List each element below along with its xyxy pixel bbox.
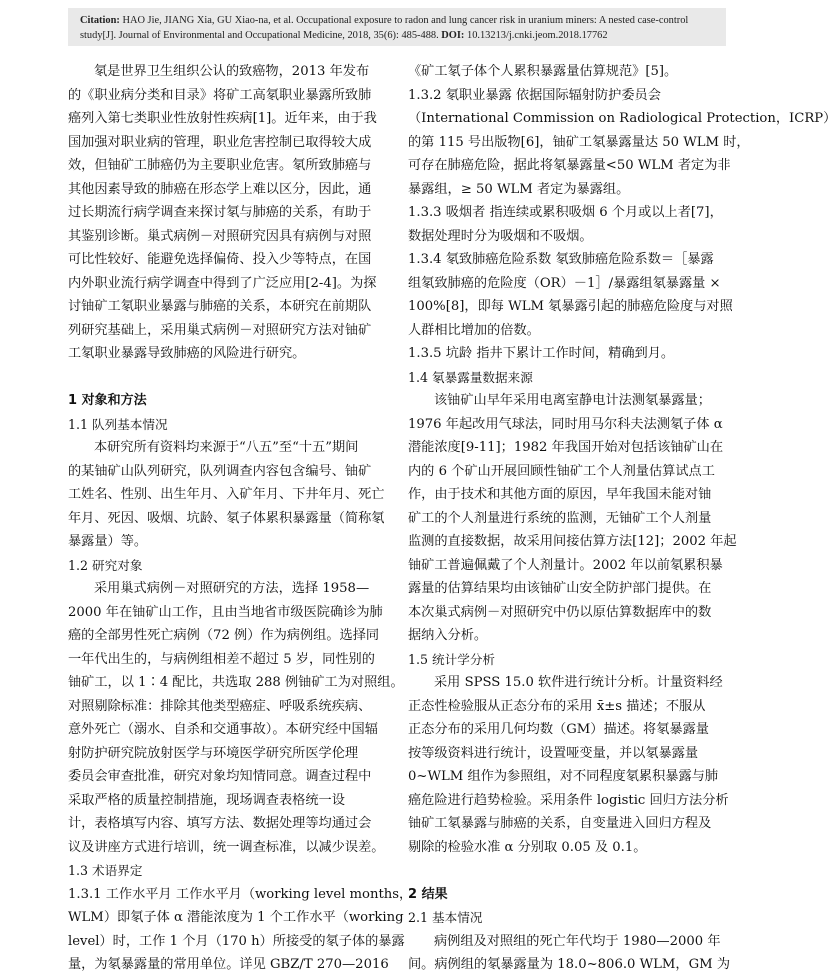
text-line: 露量的估算结果均由该铀矿山安全防护部门提供。在: [408, 581, 712, 596]
text-line: 《矿工氡子体个人累积暴露量估算规范》[5]。: [408, 64, 678, 79]
text-line: 1976 年起改用气球法，同时用马尔科夫法测氡子体 α: [408, 416, 723, 432]
text-line: 间。病例组的氡暴露量为 18.0~806.0 WLM，GM 为: [408, 957, 731, 972]
citation-label: Citation:: [80, 15, 120, 26]
paragraph-gap: [68, 366, 388, 390]
text-line: 暴露组，≥ 50 WLM 者定为暴露组。: [408, 181, 630, 197]
text-line: 可存在肺癌危险，据此将氡暴露量<50 WLM 者定为非: [408, 158, 731, 173]
text-line: 采取严格的质量控制措施，现场调查表格统一设: [68, 792, 345, 808]
section-heading: 1 对象和方法: [68, 393, 147, 408]
subsection-heading: 1.5 统计学分析: [408, 651, 496, 667]
text-line: 本次巢式病例－对照研究中仍以原估算数据库中的数: [408, 604, 712, 620]
text-line: 的某铀矿山队列研究，队列调查内容包含编号、铀矿: [68, 463, 372, 479]
text-line: 人群相比增加的倍数。: [408, 322, 540, 338]
text-line: 计，表格填写内容、填写方法、数据处理等均通过会: [68, 816, 372, 831]
right-column: [408, 60, 836, 977]
text-line: 年月、死因、吸烟、坑龄、氡子体累积暴露量（简称氡: [68, 510, 385, 526]
text-line: 内外职业流行病学调查中得到了广泛应用[2-4]。为探: [68, 275, 377, 291]
text-line: 监测的直接数据，故采用间接估算方法[12]；2002 年起: [408, 534, 737, 549]
text-line: 本研究所有资料均来源于“八五”至“十五”期间: [94, 440, 359, 455]
text-line: 的第 115 号出版物[6]，铀矿工氡暴露量达 50 WLM 时，: [408, 134, 750, 150]
doi-label: DOI:: [441, 30, 465, 41]
text-line: 正态分布的采用几何均数（GM）描述。将氡暴露量: [408, 722, 709, 737]
text-line: 病例组及对照组的死亡年代均于 1980—2000 年: [434, 933, 721, 949]
text-line: 该铀矿山早年采用电离室静电计法测氡暴露量；: [434, 393, 711, 408]
subsection-heading: 1.4 氡暴露量数据来源: [408, 369, 533, 385]
text-line: 内的 6 个矿山开展回顾性铀矿工个人剂量估算试点工: [408, 463, 715, 479]
citation-line-2: [80, 28, 714, 43]
text-line: 铀矿工氡暴露与肺癌的关系，自变量进入回归方程及: [408, 816, 712, 831]
text-line: 过长期流行病学调查来探讨氡与肺癌的关系，有助于: [68, 205, 372, 220]
text-line: 0~WLM 组作为参照组，对不同程度氡累积暴露与肺: [408, 769, 719, 784]
doi-link[interactable]: 10.13213/j.cnki.jeom.2018.17762: [467, 30, 608, 41]
text-line: 矿工的个人剂量进行系统的监测，无铀矿工个人剂量: [408, 510, 712, 526]
text-line: 作，由于技术和其他方面的原因，早年我国未能对铀: [408, 487, 712, 502]
text-line: 组氡致肺癌的危险度（OR）－1］/暴露组氡暴露量 ×: [408, 275, 721, 291]
text-line: WLM）即氡子体 α 潜能浓度为 1 个工作水平（working: [68, 910, 404, 925]
text-line: 剔除的检验水准 α 分别取 0.05 及 0.1。: [408, 839, 647, 855]
text-line: 暴露量）等。: [68, 534, 148, 549]
text-line: 按等级资料进行统计，设置哑变量，并以氡暴露量: [408, 745, 699, 761]
text-line: 其鉴别诊断。巢式病例－对照研究因具有病例与对照: [68, 228, 372, 244]
text-line: 癌列入第七类职业性放射性疾病[1]。近年来，由于我: [68, 111, 377, 126]
text-line: 可比性较好、能避免选择偏倚、投入少等特点，在国: [68, 252, 372, 267]
text-line: 对照剔除标准：排除其他类型癌症、呼吸系统疾病、: [68, 698, 372, 714]
text-line: 射防护研究院放射医学与环境医学研究所医学伦理: [68, 745, 359, 761]
subsection-heading: 1.3 术语界定: [68, 863, 143, 878]
subsection-heading: 1.1 队列基本情况: [68, 416, 168, 432]
text-line: 正态性检验服从正态分布的采用 x̄±s 描述；不服从: [408, 698, 706, 714]
text-line: 铀矿工普遍佩戴了个人剂量计。2002 年以前氡累积暴: [408, 557, 723, 573]
text-line: 采用 SPSS 15.0 软件进行统计分析。计量资料经: [434, 675, 723, 690]
text-line: 氡是世界卫生组织公认的致癌物，2013 年发布: [94, 64, 370, 79]
subsection-heading: 1.2 研究对象: [68, 557, 143, 573]
text-line: 100%[8]，即每 WLM 氡暴露引起的肺癌危险度与对照: [408, 299, 733, 314]
citation-text-2: study[J]. Journal of Environmental and Occupational Medicine, 2018, 35(6): 485-488.: [80, 30, 439, 41]
citation-line-1: [80, 13, 714, 28]
text-line: 据纳入分析。: [408, 628, 488, 643]
left-column: [68, 60, 413, 977]
text-line: 癌的全部男性死亡病例（72 例）作为病例组。选择同: [68, 628, 380, 643]
text-line: 数据处理时分为吸烟和不吸烟。: [408, 228, 593, 244]
text-line: 委员会审查批准，研究对象均知情同意。调查过程中: [68, 769, 372, 784]
text-line: 癌危险进行趋势检验。采用条件 logistic 回归方法分析: [408, 792, 729, 808]
text-line: 2000 年在铀矿山工作，且由当地省市级医院确诊为肺: [68, 604, 383, 620]
text-line: 1.3.1 工作水平月 工作水平月（working level months，: [68, 886, 413, 902]
text-line: 铀矿工，以 1∶4 配比，共选取 288 例铀矿工为对照组。: [68, 675, 404, 690]
text-line: 国加强对职业病的管理，职业危害控制已取得较大成: [68, 134, 372, 150]
text-line: 效，但铀矿工肺癌仍为主要职业危害。氡所致肺癌与: [68, 158, 372, 173]
text-line: 议及讲座方式进行培训，统一调查标准，以减少误差。: [68, 839, 385, 855]
section-heading: 2 结果: [408, 886, 448, 902]
citation-box: [68, 8, 726, 46]
text-line: 其他因素导致的肺癌在形态学上难以区分，因此，通: [68, 181, 372, 197]
text-line: 潜能浓度[9-11]；1982 年我国开始对包括该铀矿山在: [408, 440, 724, 455]
text-line: 的《职业病分类和目录》将矿工高氡职业暴露所致肺: [68, 87, 372, 103]
text-line: 工姓名、性别、出生年月、入矿年月、下井年月、死亡: [68, 487, 385, 502]
text-line: level）时，工作 1 个月（170 h）所接受的氡子体的暴露: [68, 933, 405, 949]
text-line: （International Commission on Radiological Protection，ICRP）: [408, 111, 836, 126]
text-line: 1.3.5 坑龄 指井下累计工作时间，精确到月。: [408, 346, 675, 361]
text-line: 意外死亡（溺水、自杀和交通事故）。本研究经中国辐: [68, 722, 378, 737]
text-line: 1.3.4 氡致肺癌危险系数 氡致肺癌危险系数＝［暴露: [408, 252, 714, 267]
text-line: 量，为氡暴露量的常用单位。详见 GBZ/T 270—2016: [68, 957, 389, 972]
citation-text-1: HAO Jie, JIANG Xia, GU Xiao-na, et al. Occupational exposure to radon and lung cancer risk in uranium miners: A nested case-control: [122, 15, 689, 26]
text-line: 列研究基础上，采用巢式病例－对照研究方法对铀矿: [68, 322, 372, 338]
text-line: 一年代出生的，与病例组相差不超过 5 岁，同性别的: [68, 651, 375, 667]
text-line: 1.3.2 氡职业暴露 依据国际辐射防护委员会: [408, 87, 661, 103]
paragraph-gap: [408, 859, 728, 883]
text-line: 1.3.3 吸烟者 指连续或累积吸烟 6 个月或以上者[7]，: [408, 205, 723, 220]
text-line: 采用巢式病例－对照研究的方法，选择 1958—: [94, 581, 370, 596]
text-line: 讨铀矿工氡职业暴露与肺癌的关系，本研究在前期队: [68, 299, 372, 314]
text-line: 工氡职业暴露导致肺癌的风险进行研究。: [68, 346, 306, 361]
subsection-heading: 2.1 基本情况: [408, 910, 483, 925]
